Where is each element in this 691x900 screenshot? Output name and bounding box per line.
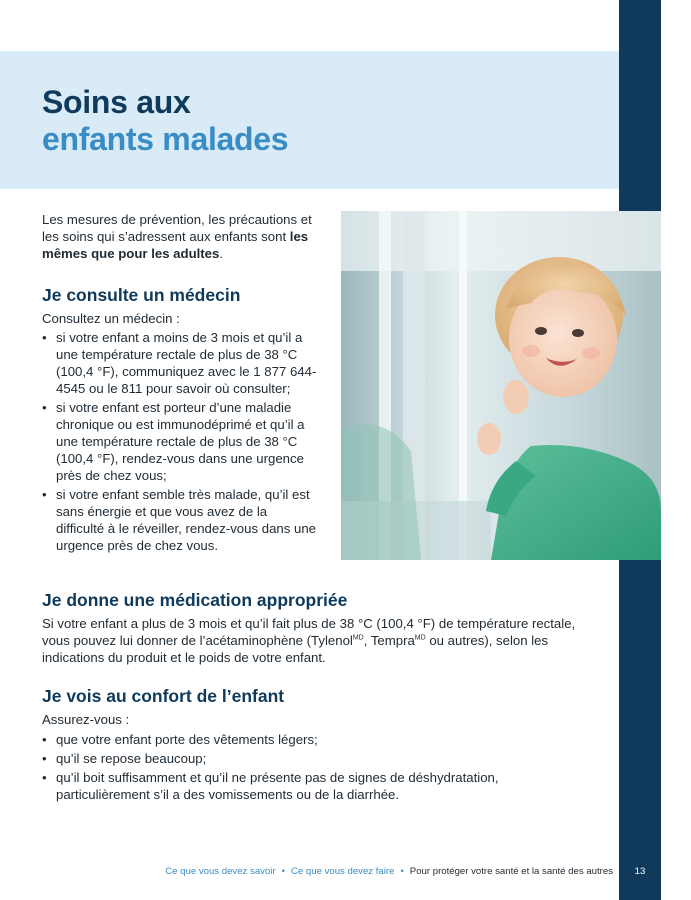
intro-text: Les mesures de prévention, les précautions et les soins qui s’adressent aux enfants sont bbox=[42, 212, 312, 244]
comfort-list bbox=[42, 731, 572, 805]
page-title-line1: Soins aux bbox=[42, 84, 191, 120]
list-item: • si votre enfant a moins de 3 mois et qu’il a une température rectale de plus de 38 °C (100,4 °F), communiquez avec le 1 877 644-4545 ou le 811 pour savoir où consulter; bbox=[42, 329, 317, 397]
intro-end: . bbox=[219, 246, 224, 261]
medication-paragraph bbox=[42, 615, 602, 666]
footer-link-savoir[interactable]: Ce que vous devez savoir bbox=[165, 866, 276, 877]
list-item: • que votre enfant porte des vêtements légers; bbox=[42, 731, 572, 748]
footer-separator: • bbox=[281, 866, 285, 877]
footer-separator: • bbox=[400, 866, 404, 877]
intro-paragraph bbox=[42, 211, 332, 262]
comfort-lead: Assurez-vous : bbox=[42, 712, 130, 727]
medication-text-3: ou autres), selon les indications du produit et le poids de votre enfant. bbox=[42, 633, 549, 665]
footer-link-faire[interactable]: Ce que vous devez faire bbox=[290, 866, 395, 877]
footer-nav bbox=[0, 866, 613, 877]
child-photo bbox=[341, 211, 661, 560]
heading-consult-doctor: Je consulte un médecin bbox=[42, 285, 241, 305]
child-photo-illustration bbox=[341, 211, 661, 560]
trademark-superscript: MD bbox=[352, 634, 364, 642]
medication-text-2: , Tempra bbox=[363, 633, 415, 648]
list-item: • si votre enfant est porteur d’une maladie chronique ou est immunodéprimé et qu’il a une température rectale de plus de 38 °C (100,4 °F), rendez-vous dans une urgence près de chez vous; bbox=[42, 399, 317, 484]
page-title bbox=[42, 84, 288, 158]
page-title-line2: enfants malades bbox=[42, 121, 289, 157]
consult-lead: Consultez un médecin : bbox=[42, 311, 180, 326]
list-item: • si votre enfant semble très malade, qu’il est sans énergie et que vous avez de la difficulté à le réveiller, rendez-vous dans une urgence près de chez vous. bbox=[42, 486, 317, 554]
heading-medication: Je donne une médication appropriée bbox=[42, 590, 348, 610]
heading-comfort: Je vois au confort de l’enfant bbox=[42, 686, 285, 706]
footer-current-section: Pour protéger votre santé et la santé des autres bbox=[409, 866, 613, 877]
trademark-superscript: MD bbox=[414, 634, 426, 642]
consult-list bbox=[42, 329, 317, 556]
list-item: • qu’il se repose beaucoup; bbox=[42, 750, 572, 767]
medication-text-1: Si votre enfant a plus de 3 mois et qu’il fait plus de 38 °C (100,4 °F) de température rectale, vous pouvez lui donner de l’acétaminophène (Tylenol bbox=[42, 616, 576, 648]
page-number: 13 bbox=[634, 866, 646, 877]
intro-bold: les mêmes que pour les adultes bbox=[42, 229, 309, 261]
list-item: • qu’il boit suffisamment et qu’il ne présente pas de signes de déshydratation, particulièrement s’il a des vomissements ou de la diarrhée. bbox=[42, 769, 572, 803]
